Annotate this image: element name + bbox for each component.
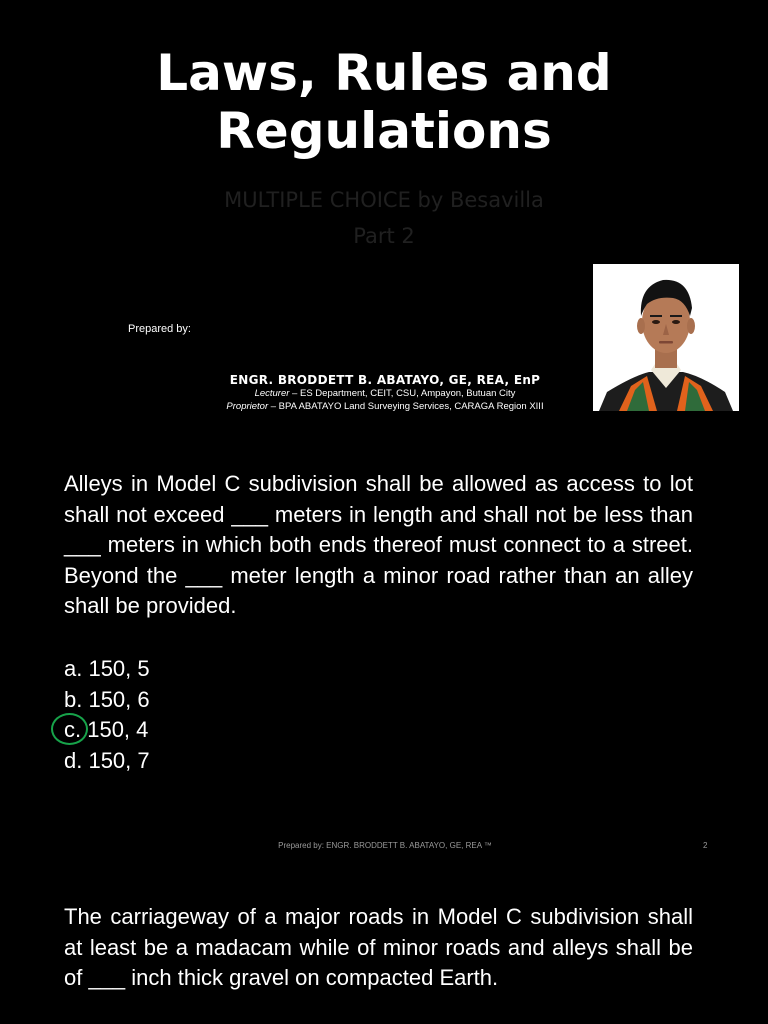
main-title: Laws, Rules and Regulations [156,44,612,160]
proprietor-role: Proprietor [226,401,269,412]
slide-footer: Prepared by: ENGR. BRODDETT B. ABATAYO, GE, REA ™ [278,841,492,850]
title-slide [0,44,768,254]
choice-b: b. 150, 6 [64,686,150,712]
subtitle-line-1: MULTIPLE CHOICE by Besavilla [224,188,544,212]
author-portrait-image [593,264,739,411]
choice-d: d. 150, 7 [64,747,150,773]
next-question-text: The carriageway of a major roads in Model C subdivision shall at least be a madacam while of minor roads and alleys shall be of ___ inch thick gravel on compacted Earth. [64,904,693,990]
correct-answer-circle-icon [51,713,88,745]
author-block [200,373,570,413]
lecturer-detail: – ES Department, CEIT, CSU, Ampayon, Butuan City [289,388,516,399]
question-text: Alleys in Model C subdivision shall be allowed as access to lot shall not exceed ___ meters in length and shall not be less than ___ meters in which both ends thereof must connect to a street. Beyond the ___ meter length a minor road rather than an alley shall be provided. [64,471,693,618]
prepared-by-label: Prepared by: [128,323,191,335]
subtitle [0,182,768,254]
author-lecturer-line [200,387,570,400]
subtitle-line-2: Part 2 [353,224,415,248]
lecturer-role: Lecturer [254,388,290,399]
author-proprietor-line [200,400,570,413]
choice-c: c. 150, 4 [64,717,149,742]
author-name: ENGR. BRODDETT B. ABATAYO, GE, REA, EnP [229,373,541,387]
page-number: 2 [703,841,708,850]
choice-a: a. 150, 5 [64,656,150,681]
proprietor-detail: – BPA ABATAYO Land Surveying Services, CARAGA Region XIII [268,401,544,412]
author-photo [593,264,739,411]
